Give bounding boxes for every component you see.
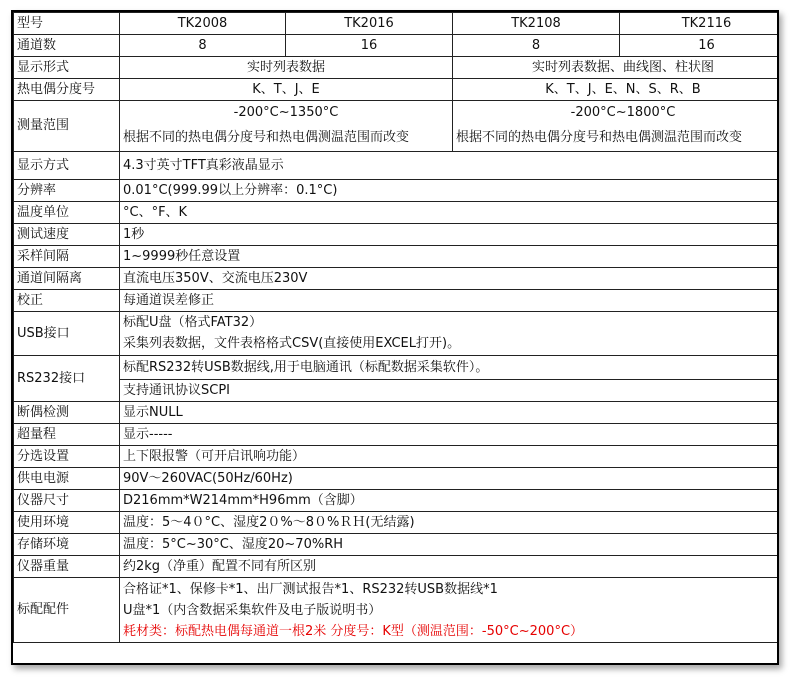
usb-line2: 采集列表数据，文件表格格式CSV(直接使用EXCEL打开)。 (120, 334, 780, 356)
model-tk2008: TK2008 (120, 13, 286, 35)
spec-row (14, 152, 780, 180)
label-accessories: 标配配件 (14, 578, 120, 643)
label-thermocouple: 热电偶分度号 (14, 79, 120, 101)
thermocouple-left: K、T、J、E (120, 79, 453, 101)
row-rs232 (14, 356, 780, 380)
channels-tk2116: 16 (620, 35, 780, 57)
spec-row (14, 246, 780, 268)
value-sorting: 上下限报警（可开启讯响功能） (120, 446, 780, 468)
value-sampling: 1~9999秒任意设置 (120, 246, 780, 268)
range-right-note: 根据不同的热电偶分度号和热电偶测温范围而改变 (453, 126, 780, 152)
accessories-line2: U盘*1（内含数据采集软件及电子版说明书） (123, 603, 382, 618)
thermocouple-right: K、T、J、E、N、S、R、B (453, 79, 780, 101)
value-resolution: 0.01°C(999.99以上分辨率：0.1°C) (120, 180, 780, 202)
row-model (14, 13, 780, 35)
spec-row (14, 468, 780, 490)
label-resolution: 分辨率 (14, 180, 120, 202)
spec-row (14, 446, 780, 468)
spec-row (14, 224, 780, 246)
row-display-form (14, 57, 780, 79)
label-weight: 仪器重量 (14, 556, 120, 578)
label-usb: USB接口 (14, 312, 120, 356)
value-calibration: 每通道误差修正 (120, 290, 780, 312)
model-tk2116: TK2116 (620, 13, 780, 35)
spec-row (14, 202, 780, 224)
rs232-line1: 标配RS232转USB数据线,用于电脑通讯（标配数据采集软件）。 (120, 356, 780, 380)
display-form-left: 实时列表数据 (120, 57, 453, 79)
accessories-cell (120, 578, 780, 643)
spec-row (14, 268, 780, 290)
usb-line1: 标配U盘（格式FAT32） (120, 312, 780, 334)
label-channels: 通道数 (14, 35, 120, 57)
row-range-note (14, 126, 780, 152)
row-usb-2 (14, 334, 780, 356)
channels-tk2008: 8 (120, 35, 286, 57)
label-sampling: 采样间隔 (14, 246, 120, 268)
value-break-detect: 显示NULL (120, 402, 780, 424)
label-sorting: 分选设置 (14, 446, 120, 468)
value-temp-unit: °C、°F、K (120, 202, 780, 224)
spec-row (14, 534, 780, 556)
model-tk2016: TK2016 (286, 13, 453, 35)
range-right: -200°C~1800°C (453, 101, 780, 126)
channels-tk2016: 16 (286, 35, 453, 57)
label-use-env: 使用环境 (14, 512, 120, 534)
label-display-form: 显示形式 (14, 57, 120, 79)
spec-row (14, 424, 780, 446)
label-isolation: 通道间隔离 (14, 268, 120, 290)
spec-table (13, 12, 779, 643)
label-break-detect: 断偶检测 (14, 402, 120, 424)
row-usb (14, 312, 780, 334)
label-range: 测量范围 (14, 101, 120, 152)
value-display-mode: 4.3寸英寸TFT真彩液晶显示 (120, 152, 780, 180)
label-over-range: 超量程 (14, 424, 120, 446)
accessories-line1: 合格证*1、保修卡*1、出厂测试报告*1、RS232转USB数据线*1 (123, 582, 498, 597)
spec-row (14, 556, 780, 578)
row-accessories (14, 578, 780, 643)
value-over-range: 显示----- (120, 424, 780, 446)
value-isolation: 直流电压350V、交流电压230V (120, 268, 780, 290)
label-display-mode: 显示方式 (14, 152, 120, 180)
row-thermocouple (14, 79, 780, 101)
row-rs232-2 (14, 380, 780, 402)
label-size: 仪器尺寸 (14, 490, 120, 512)
model-tk2108: TK2108 (453, 13, 620, 35)
range-left: -200°C~1350°C (120, 101, 453, 126)
label-model: 型号 (14, 13, 120, 35)
spec-row (14, 402, 780, 424)
spec-row (14, 180, 780, 202)
value-weight: 约2kg（净重）配置不同有所区别 (120, 556, 780, 578)
value-use-env: 温度：5～4０°C、湿度2０%～8０%ＲＨ(无结露) (120, 512, 780, 534)
spec-row (14, 490, 780, 512)
value-storage-env: 温度：5°C~30°C、湿度20~70%RH (120, 534, 780, 556)
spec-row (14, 290, 780, 312)
label-test-speed: 测试速度 (14, 224, 120, 246)
value-size: D216mm*W214mm*H96mm（含脚） (120, 490, 780, 512)
row-channels (14, 35, 780, 57)
value-test-speed: 1秒 (120, 224, 780, 246)
label-power: 供电电源 (14, 468, 120, 490)
value-power: 90V～260VAC(50Hz/60Hz) (120, 468, 780, 490)
range-left-note: 根据不同的热电偶分度号和热电偶测温范围而改变 (120, 126, 453, 152)
label-temp-unit: 温度单位 (14, 202, 120, 224)
accessories-line3: 耗材类：标配热电偶每通道一根2米 分度号：K型（测温范围：-50°C~200°C） (123, 624, 584, 639)
display-form-right: 实时列表数据、曲线图、柱状图 (453, 57, 780, 79)
rs232-line2: 支持通讯协议SCPI (120, 380, 780, 402)
label-calibration: 校正 (14, 290, 120, 312)
spec-row (14, 512, 780, 534)
spec-table-frame (11, 10, 779, 665)
label-storage-env: 存储环境 (14, 534, 120, 556)
channels-tk2108: 8 (453, 35, 620, 57)
label-rs232: RS232接口 (14, 356, 120, 402)
row-range (14, 101, 780, 126)
